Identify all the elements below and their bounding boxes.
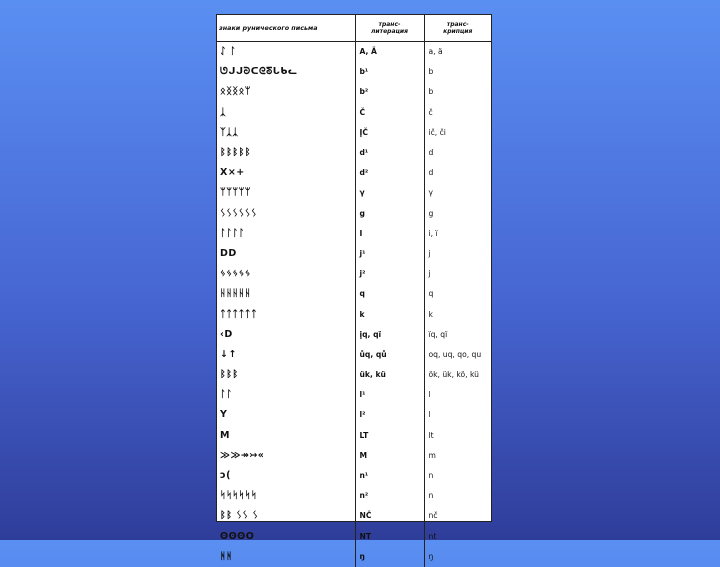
transcription-cell: k [424,304,491,324]
table-row [217,42,491,63]
table-row [217,163,491,183]
table-row [217,123,491,143]
transcription-cell: l [424,405,491,425]
transliteration-cell: NČ [355,506,424,526]
transliteration-cell: n² [355,486,424,506]
rune-sign-cell: ᛘᛘᛘᛘᛘ [220,187,252,199]
rune-sign-cell: ᛃᛃᛃᛃᛃ [220,268,252,280]
transliteration-cell: I [355,224,424,244]
transcription-cell: b [424,82,491,102]
transliteration-cell: j¹ [355,244,424,264]
transliteration-cell: g [355,204,424,224]
table-row [217,204,491,224]
transcription-cell: lt [424,426,491,446]
transcription-cell: d [424,163,491,183]
rune-sign-cell: ᛇ ᛚ [220,46,237,58]
rune-sign-cell: ᛚᛚ [220,389,233,401]
transcription-cell: γ [424,183,491,203]
transliteration-cell: A, Ä [355,42,424,63]
rune-sign-cell: ʘʘʘO [220,530,255,542]
transliteration-cell: I̥Č [355,123,424,143]
rune-sign-cell: ᛊᛊᛊᛊᛊᛊ [220,207,258,219]
table-row [217,325,491,345]
header-transliteration-line1: транс- [378,21,401,28]
transcription-cell: m [424,446,491,466]
transcription-cell: g [424,204,491,224]
table-row [217,426,491,446]
transliteration-cell: ůq, qů [355,345,424,365]
transliteration-cell: M [355,446,424,466]
table-row [217,385,491,405]
rune-sign-cell: ᛉᛣᛣ [220,126,239,138]
rune-sign-cell: ᛒᛒᛒ [220,369,239,381]
table-row [217,183,491,203]
transcription-cell: ŋ [424,547,491,567]
rune-sign-cell: ↄ( [220,470,231,482]
header-transliteration [355,15,424,42]
transcription-cell: d [424,143,491,163]
rune-sign-cell: ᚺᚺᚺᚺᚺ [220,288,252,300]
table-header-row [217,15,491,42]
table-row [217,143,491,163]
rune-sign-cell: ᛏᛏᛏᛏᛏᛏ [220,308,258,320]
rune-sign-cell: X×+ [220,167,245,179]
table-row [217,547,491,567]
transliteration-cell: ŋ [355,547,424,567]
rune-table-sheet [216,14,492,562]
transliteration-cell: ük, kü [355,365,424,385]
table-row [217,527,491,547]
header-transliteration-line2: литерация [371,28,408,35]
transcription-cell: nt [424,527,491,547]
table-row [217,466,491,486]
transliteration-cell: i̥q, qï [355,325,424,345]
header-transcription [424,15,491,42]
transcription-cell: i, ï [424,224,491,244]
transcription-cell: ič, či [424,123,491,143]
rune-sign-cell: ≫≫↠↣« [220,449,265,461]
transliteration-cell: l² [355,405,424,425]
table-row [217,284,491,304]
rune-sign-cell: DD [220,247,237,259]
header-transcription-line1: транс- [446,21,469,28]
transcription-cell: ïq, qï [424,325,491,345]
transcription-cell: j [424,244,491,264]
rune-sign-cell: ᚻᚻ [220,550,233,562]
transcription-cell: a, ä [424,42,491,63]
table-row [217,365,491,385]
transcription-cell: l [424,385,491,405]
transliteration-cell: q [355,284,424,304]
rune-sign-cell: ‹D [220,328,233,340]
transliteration-cell: d² [355,163,424,183]
rune-sign-cell: ᛋᛋᛋᛋᛋᛋ [220,490,258,502]
transliteration-cell: NT [355,527,424,547]
transcription-cell: q [424,284,491,304]
rune-sign-cell: ᘎᒍᒍᘐᑕᘓᘕᒐᑲᓚ [220,66,298,78]
transliteration-cell: l¹ [355,385,424,405]
transliteration-cell: j² [355,264,424,284]
transliteration-cell: LT [355,426,424,446]
table-row [217,405,491,425]
header-transcription-line2: крипция [443,28,473,35]
rune-sign-cell: ᛟᛝᛝᛟᛘ [220,86,252,98]
rune-sign-cell: ᛒᛒᛒᛒᛒ [220,147,252,159]
rune-sign-cell: M [220,429,230,441]
transcription-cell: ök, ük, kö, kü [424,365,491,385]
transliteration-cell: d¹ [355,143,424,163]
table-row [217,224,491,244]
table-row [217,486,491,506]
transliteration-cell: b² [355,82,424,102]
rune-sign-cell: ᛒᛒ ᛊᛊ ᛊ [220,510,259,522]
transliteration-cell: γ [355,183,424,203]
runic-alphabet-table [217,15,491,567]
rune-sign-cell: ᛚᛚᛚᛚ [220,227,245,239]
transliteration-cell: Č [355,103,424,123]
table-row [217,103,491,123]
transcription-cell: n [424,486,491,506]
table-row [217,446,491,466]
transliteration-cell: b¹ [355,62,424,82]
transliteration-cell: n¹ [355,466,424,486]
transcription-cell: j [424,264,491,284]
table-row [217,264,491,284]
rune-sign-cell: Y [220,409,228,421]
transcription-cell: n [424,466,491,486]
table-row [217,304,491,324]
table-row [217,506,491,526]
table-row [217,244,491,264]
transcription-cell: č [424,103,491,123]
table-row [217,82,491,102]
table-row [217,345,491,365]
transcription-cell: oq, uq, qo, qu [424,345,491,365]
transliteration-cell: k [355,304,424,324]
transcription-cell: b [424,62,491,82]
transcription-cell: nč [424,506,491,526]
rune-sign-cell: ↓↑ [220,348,237,360]
rune-sign-cell: ᛣ [220,106,227,118]
header-signs: знаки рунического письма [217,15,355,42]
table-row [217,62,491,82]
